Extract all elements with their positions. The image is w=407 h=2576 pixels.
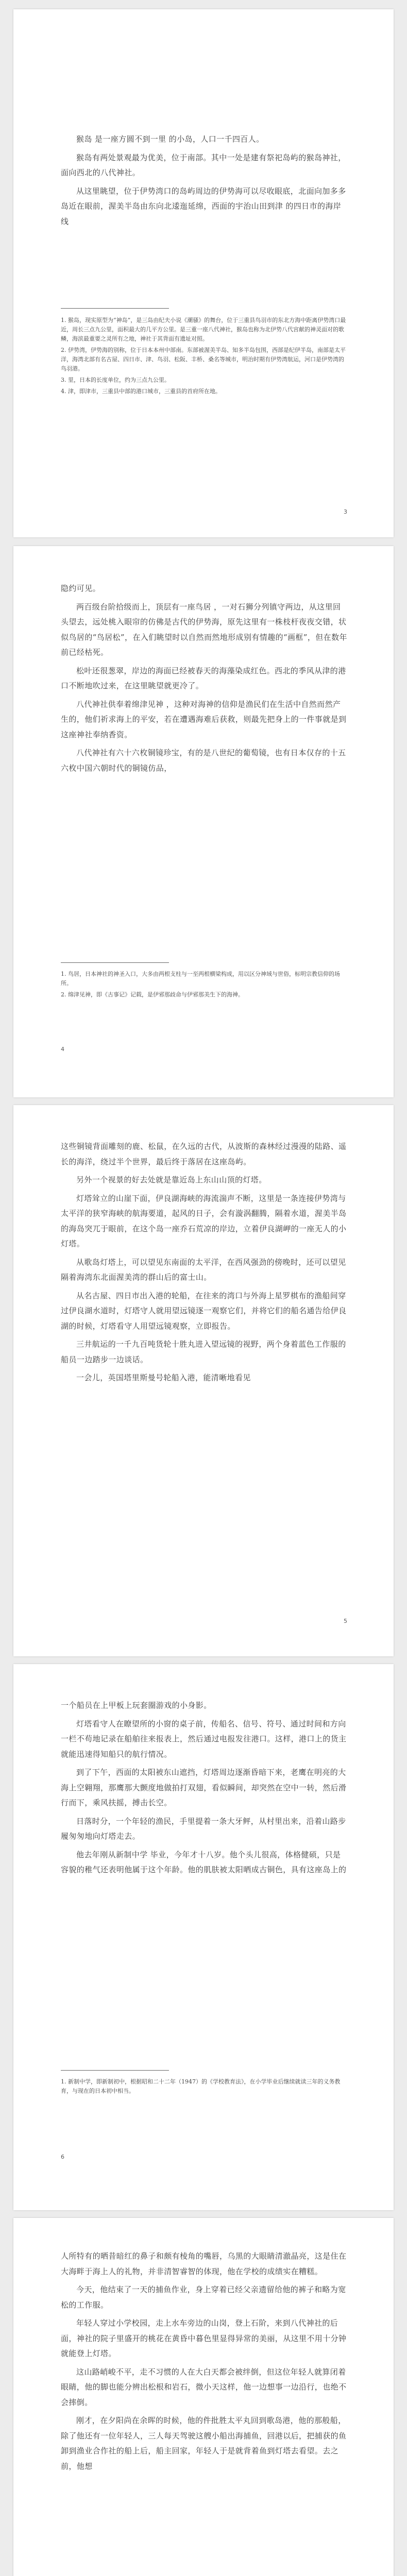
paragraph: 八代神社供奉着绵津见神 ，这种对海神的信仰是渔民们在生活中自然而然产生的，他们祈求海上的平安，若在遭遇海难后获救，则最先把身上的一件事就是到这座神社奉纳香资。	[61, 699, 347, 739]
document-page	[13, 546, 394, 1097]
paragraph: 猴岛有两处景观最为优美，位于南部。其中一处是建有祭祀岛屿的猴岛神社，面向西北的八代神社。	[61, 152, 346, 177]
page-body	[61, 1139, 347, 1389]
paragraph: 两百级台阶拾级而上，顶层有一座鸟居 ，一对石狮分列镇守两边，从这里回头望去，远处桃入眼帘的仿佛是古代的伊势海，原先这里有一株枝杆夜夜交错，状似鸟居的“鸟居松”，在入们眺望时以自然而然地形成别有情趣的“画框”，但在数年前已经枯死。	[61, 602, 347, 657]
paragraph: 另外一个视景的好去处就是靠近岛上东山山顶的灯塔。	[76, 1175, 267, 1184]
page-number: 4	[61, 1046, 64, 1053]
paragraph: 从名古屋、四日市出入港的轮船，在往来的湾口与外海上星罗棋布的渔船间穿过伊良湖水道时，灯塔守人就用望远镜逐一观察它们，并将它们的船名通告给伊良湖的时候，灯塔看守人用望远镜观察，立即报告。	[61, 1291, 347, 1331]
paragraph: 隐约可见。	[61, 584, 101, 593]
paragraph: 三井航运的一千九百吨货轮十胜丸进入望远镜的视野，两个身着蓝色工作服的船员一边踏步一边谈话。	[61, 1340, 346, 1364]
page-number: 6	[61, 2154, 64, 2160]
paragraph: 松叶还很葱翠，岸边的海面已经被春天的海藻染成红色。西北的季风从津的港口不断地吹过来，在这里眺望就更冷了。	[61, 666, 346, 690]
paragraph: 灯塔耸立的山崖下面，伊良湖海峡的海流湍声不断，这里是一条连接伊势湾与太平洋的狭窄海峡的航海要道，起风的日子，会有漩涡翻腾，隔着水道，渥美半岛的海岛突兀于眼前，在这个岛一座乔石荒凉的岸边，立着伊良湖岬的一座无人的小灯塔。	[61, 1193, 347, 1248]
paragraph: 他去年刚从新制中学 毕业，今年才十八岁。他个头儿很高，体格健硕，只是容貌的稚气还表明他属于这个年龄。他的肌肤被太阳晒成古铜色，具有这座岛上的	[61, 1850, 347, 1874]
paragraph: 这些铜镜背面雕刻的鹿、松鼠，在久远的古代，从波斯的森林经过漫漫的陆路、遥长的海洋，绕过半个世界，最后终于落居在这座岛屿。	[61, 1142, 347, 1166]
footnote: 4. 津，即津市，三重县中部的港口城市，三重县的首府所在地。	[61, 388, 221, 395]
footnote: 3. 里，日本的长度单位，约为三点九公里。	[61, 377, 170, 383]
paragraph: 猴岛 是一座方圆不到一里 的小岛，人口一千四百人。	[76, 134, 264, 144]
document-page	[13, 9, 394, 537]
paragraph: 从歌岛灯塔上，可以望见东南面的太平洋，在西风强劲的傍晚时，还可以望见隔着海湾东北面渥美湾的群山后的富士山。	[61, 1257, 346, 1282]
footnote: 1. 鸟居，日本神社的神圣入口，大多由两根支柱与一至两根横梁构成，用以区分神域与世俗，标明宗教信仰的场所。	[61, 971, 340, 987]
paragraph: 刚才，在夕阳尚在余晖的时候，他的件批胜太平丸回到歌岛港，他的那般船，除了他还有一位年轻人，三人每天驾驶这艘小船出海捕鱼，回港以后，把捕获的鱼卸到渔业合作社的船上后，船主回家，年轻人于是就背着鱼到灯塔去看望。去之前，他想	[61, 2416, 347, 2471]
paragraph: 今天，他结束了一天的捕鱼作业，身上穿着已经父亲遗留给他的裤子和略为宽松的工作服。	[61, 2285, 346, 2310]
document-page	[13, 1105, 394, 1656]
paragraph: 一会儿，英国塔里斯曼号轮船入港，能清晰地看见	[76, 1373, 251, 1382]
footnote-divider	[61, 2070, 169, 2071]
document-page	[13, 1664, 394, 2210]
document-page	[13, 2218, 394, 2576]
footnote: 1. 猴岛，现实原型为“神岛”，是三岛由纪夫小说《潮骚》的舞台，位于三重县鸟羽市的东北方海中距离伊势湾口最近，周长三点九公里，面积最大的几平方公里。是三重一座八代神社，猴岛也称为北伊势八代宫献的神灵面对的歌鳞，海滨最重要之灵所有之地，神社于其背面有遗址对照。	[61, 317, 346, 342]
paragraph: 人所特有的晒昔暗红的鼻子和颇有棱角的嘴唇，乌黑的大眼睛清澈晶亮，这是住在大海畔于海上人的礼物，并非清智睿智的体现，他在学校的成绩实在糟糕。	[61, 2251, 347, 2276]
page-number: 3	[344, 509, 347, 515]
footnote-divider	[61, 962, 169, 963]
paragraph: 灯塔看守人在瞭望所的小窗的桌子前，传船名、信号、符号、通过时间和方向一栏不苟地记录在船舶往来报表上，然后通过电报发往港口。这样，港口上的货主就能迅速得知船只的航行情况。	[61, 1719, 347, 1759]
footnotes	[61, 316, 347, 398]
paragraph: 到了下午，西面的太阳被东山遮挡，灯塔周边逐渐昏暗下来，老鹰在明亮的大海上空翱翔，那鹰那大颤度地做拍打双翅，看似瞬间，却突然在空中一转，然后滑行而下，乘风扶摇，搏击长空。	[61, 1768, 347, 1807]
footnote: 1. 新制中学，即新制初中，根据昭和二十二年（1947）的《学校教育法》，在小学毕业后继续就读三年的义务教育，与现在的日本初中相当。	[61, 2078, 341, 2094]
paragraph: 日落时分，一个年轻的渔民，手里提着一条大牙鲆，从村里出来，沿着山路步履匆匆地向灯塔走去。	[61, 1816, 346, 1841]
footnotes	[61, 2077, 347, 2098]
paragraph: 一个船员在上甲板上玩套圈游戏的小身影。	[61, 1701, 212, 1710]
page-body	[61, 132, 347, 232]
paragraph: 八代神社有六十六枚铜镜珍宝，有的是八世纪的葡萄镜，也有日本仅存的十五六枚中国六朝时代的铜镜仿品，	[61, 748, 346, 773]
footnotes	[61, 970, 347, 1002]
page-body	[61, 581, 347, 779]
paragraph: 从这里眺望，位于伊势湾口的岛屿周边的伊势海可以尽收眼底，北面向加多多岛近在眼前，渥美半岛由东向北逶迤延绵，西面的宇治山田到津 的四日市的海岸线	[61, 186, 346, 226]
page-number: 5	[344, 1618, 347, 1624]
paragraph: 年轻人穿过小学校园，走上水车旁边的山岗，登上石阶，来到八代神社的后面，神社的院子里盛开的桃花在黄昏中暮色里显得异常的美丽，从这里不用十分钟就能登上灯塔。	[61, 2318, 347, 2358]
footnote: 2. 伊势湾，伊势海的别称，位于日本本州中部南。东部被渥美半岛、知多半岛包围，西部是纪伊半岛，南部是太平洋，海湾北部有名古屋、四日市、津、鸟羽、松阪、丰桥、桑名等城市，明治时期有伊势湾航运，河口是伊势湾的鸟羽港。	[61, 347, 346, 372]
paragraph: 这山路峭峻不平，走不习惯的人在大白天都会被绊倒，但这位年轻人就算闭着眼睛，他的脚也能分辨出松根和岩石，微小天这样，他一边想事一边沿行，也绝不会摔倒。	[61, 2367, 347, 2407]
page-body	[61, 1698, 347, 1881]
footnote-divider	[61, 308, 169, 309]
footnote: 2. 绵津见神，即《古事记》记载，是伊邪那歧命与伊邪那美生下的海神。	[61, 991, 244, 998]
page-body	[61, 2249, 347, 2477]
